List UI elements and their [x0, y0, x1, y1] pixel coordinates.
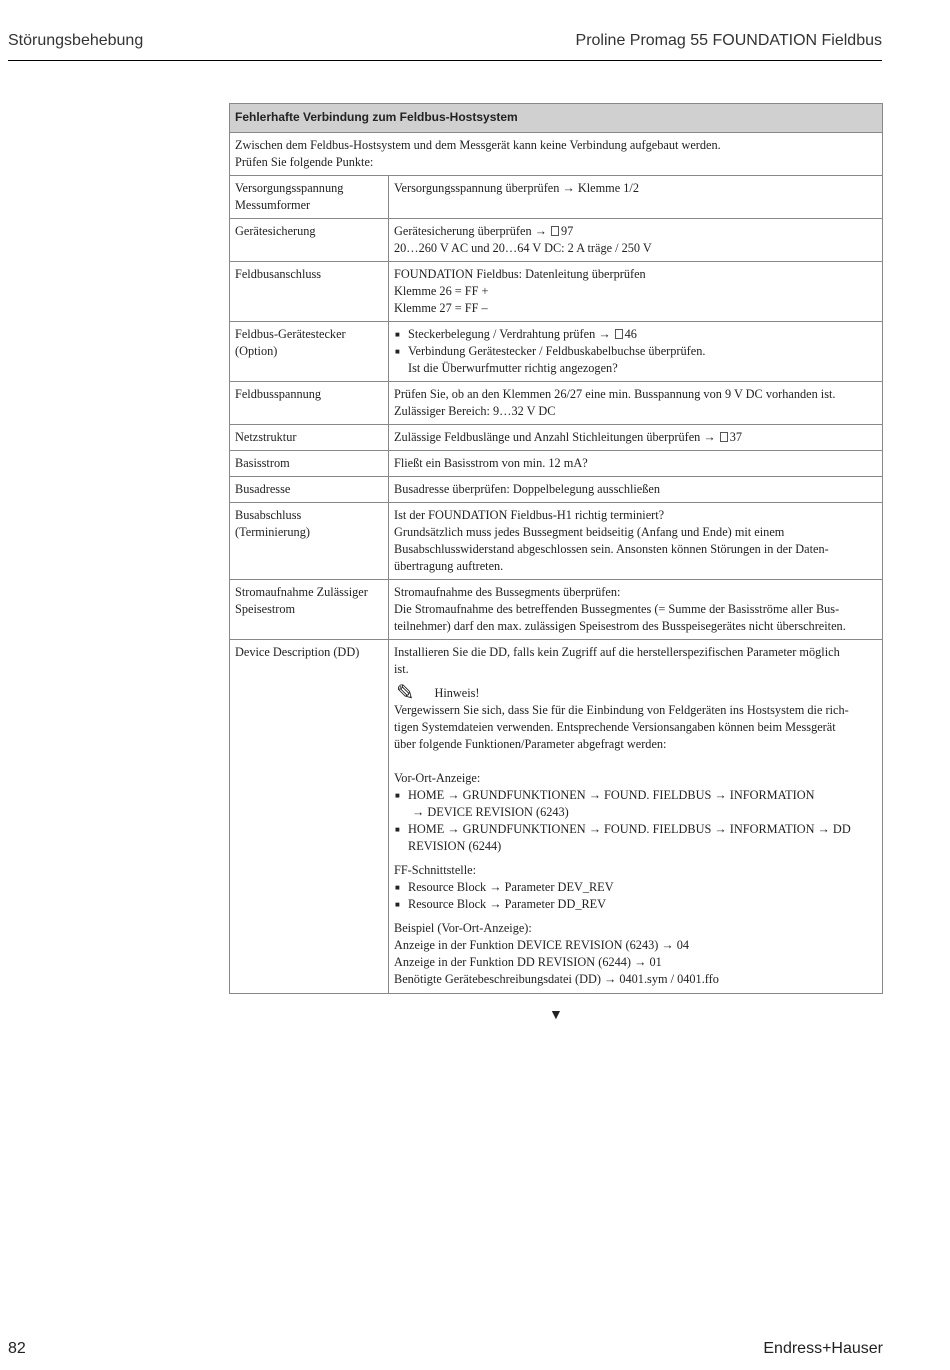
table-title-row	[230, 104, 883, 133]
table-row	[230, 382, 883, 425]
row-label-line: Stromaufnahme Zulässiger	[235, 585, 368, 599]
row-label-line: Versorgungsspannung	[235, 181, 344, 195]
row-label: Basisstrom	[230, 451, 389, 477]
page-reference-icon	[720, 432, 728, 442]
row-text: Zulässige Feldbuslänge und Anzahl Stichleitungen überprüfen →	[394, 430, 716, 444]
row-content-line: Klemme 27 = FF –	[394, 301, 488, 315]
row-text: Steckerbelegung / Verdrahtung prüfen →	[408, 327, 611, 341]
row-label-line: Messumformer	[235, 198, 311, 212]
running-header-product: Proline Promag 55 FOUNDATION Fieldbus	[575, 32, 882, 49]
subheading: Vor-Ort-Anzeige:	[394, 771, 481, 785]
row-label	[230, 176, 389, 219]
spacer	[394, 855, 877, 862]
row-content	[389, 503, 883, 580]
table-row	[230, 322, 883, 382]
row-content	[389, 580, 883, 640]
table-row	[230, 176, 883, 219]
row-content	[389, 382, 883, 425]
list-item	[394, 821, 877, 855]
row-content-line: Zulässiger Bereich: 9…32 V DC	[394, 404, 556, 418]
row-label-line: Feldbus-Gerätestecker	[235, 327, 346, 341]
list-item: ■ Resource Block → Parameter DD_REV	[394, 896, 877, 913]
row-content	[389, 322, 883, 382]
continuation-triangle-icon: ▼	[549, 1008, 563, 1023]
intro-line: Zwischen dem Feldbus-Hostsystem und dem Messgerät kann keine Verbindung aufgebaut werden.	[235, 138, 721, 152]
row-content: Busadresse überprüfen: Doppelbelegung ausschließen	[389, 477, 883, 503]
table-row	[230, 503, 883, 580]
example-line: Anzeige in der Funktion DEVICE REVISION (6243) → 04	[394, 938, 690, 952]
table-intro-row	[230, 133, 883, 176]
intro-line: Prüfen Sie folgende Punkte:	[235, 155, 374, 169]
example-line: Anzeige in der Funktion DD REVISION (6244) → 01	[394, 955, 662, 969]
row-label: Netzstruktur	[230, 425, 389, 451]
table-row	[230, 477, 883, 503]
row-content-line: ■ Verbindung Gerätestecker / Feldbuskabelbuchse überprüfen.	[408, 344, 706, 358]
row-label-line: Busabschluss	[235, 508, 302, 522]
note-line: Vergewissern Sie sich, dass Sie für die Einbindung von Feldgeräten ins Hostsystem die rich-	[394, 703, 849, 717]
page-number: 82	[8, 1340, 26, 1357]
page-reference[interactable]: 97	[560, 224, 574, 238]
row-label-line: (Terminierung)	[235, 525, 310, 539]
row-content-line: Grundsätzlich muss jedes Bussegment beidseitig (Anfang und Ende) mit einem	[394, 525, 785, 539]
row-content-line: Prüfen Sie, ob an den Klemmen 26/27 eine min. Busspannung von 9 V DC vorhanden ist.	[394, 387, 836, 401]
example-line: Beispiel (Vor-Ort-Anzeige):	[394, 921, 532, 935]
row-content: Versorgungsspannung überprüfen → Klemme 1/2	[389, 176, 883, 219]
row-content-line: FOUNDATION Fieldbus: Datenleitung überprüfen	[394, 267, 646, 281]
row-content-line	[394, 223, 877, 240]
list-item	[394, 343, 877, 377]
troubleshooting-table	[229, 103, 883, 994]
row-content-line: übertragung auftreten.	[394, 559, 504, 573]
page-reference-icon	[551, 226, 559, 236]
spacer	[394, 753, 877, 770]
row-content-line: Installieren Sie die DD, falls kein Zugriff auf die herstellerspezifischen Parameter möglich	[394, 645, 840, 659]
note-label: Hinweis!	[434, 685, 480, 700]
row-content	[389, 219, 883, 262]
row-label: Feldbusspannung	[230, 382, 389, 425]
row-text: Gerätesicherung überprüfen →	[394, 224, 547, 238]
table-row	[230, 425, 883, 451]
menu-path: ■ HOME → GRUNDFUNKTIONEN → FOUND. FIELDBUS → INFORMATION	[408, 788, 815, 802]
row-label: Gerätesicherung	[230, 219, 389, 262]
example-line: Benötigte Gerätebeschreibungsdatei (DD) → 0401.sym / 0401.ffo	[394, 972, 719, 986]
list-item	[394, 326, 877, 343]
row-label: Feldbusanschluss	[230, 262, 389, 322]
running-header-section: Störungsbehebung	[8, 32, 144, 49]
menu-path: ■ HOME → GRUNDFUNKTIONEN → FOUND. FIELDBUS → INFORMATION → DD	[408, 822, 851, 836]
note-line: tigen Systemdateien verwenden. Entsprechende Versionsangaben können beim Messgerät	[394, 720, 836, 734]
bullet-list	[394, 326, 877, 377]
note-line: über folgende Funktionen/Parameter abgefragt werden:	[394, 737, 667, 751]
menu-path: REVISION (6244)	[408, 839, 502, 853]
table-row	[230, 640, 883, 994]
note-header	[394, 680, 877, 705]
bullet-list	[394, 787, 877, 855]
row-content: Fließt ein Basisstrom von min. 12 mA?	[389, 451, 883, 477]
row-label	[230, 580, 389, 640]
list-item	[394, 787, 877, 821]
row-label-line: Speisestrom	[235, 602, 296, 616]
table-row	[230, 219, 883, 262]
row-content-line: Busabschlusswiderstand abgeschlossen sein. Ansonsten können Störungen in der Daten-	[394, 542, 829, 556]
menu-path: → DEVICE REVISION (6243)	[412, 805, 569, 819]
table-row	[230, 451, 883, 477]
row-label	[230, 322, 389, 382]
header-rule	[8, 60, 882, 61]
row-content-line: Ist die Überwurfmutter richtig angezogen?	[408, 361, 618, 375]
row-content-line: Stromaufnahme des Bussegments überprüfen:	[394, 585, 621, 599]
row-content-line: teilnehmer) darf den max. zulässigen Speisestrom des Busspeisegerätes nicht überschreiten.	[394, 619, 846, 633]
table-intro	[230, 133, 883, 176]
spacer	[394, 913, 877, 920]
table-row	[230, 580, 883, 640]
row-content	[389, 262, 883, 322]
row-label: Busadresse	[230, 477, 389, 503]
brand-name: Endress+Hauser	[763, 1340, 883, 1357]
subheading: FF-Schnittstelle:	[394, 863, 476, 877]
row-content	[389, 640, 883, 994]
row-content-line: ist.	[394, 662, 409, 676]
page-reference-icon	[615, 329, 623, 339]
row-content-line: Die Stromaufnahme des betreffenden Bussegmentes (= Summe der Basisströme aller Bus-	[394, 602, 840, 616]
table-row	[230, 262, 883, 322]
row-label: Device Description (DD)	[230, 640, 389, 994]
pencil-icon: ✎	[396, 680, 415, 705]
row-content	[389, 425, 883, 451]
page-reference[interactable]: 46	[624, 327, 637, 341]
list-item: ■ Resource Block → Parameter DEV_REV	[394, 879, 877, 896]
page-reference[interactable]: 37	[729, 430, 742, 444]
row-content-line: Ist der FOUNDATION Fieldbus-H1 richtig terminiert?	[394, 508, 665, 522]
row-label	[230, 503, 389, 580]
row-content-line: 20…260 V AC und 20…64 V DC: 2 A träge / 250 V	[394, 241, 652, 255]
bullet-list	[394, 879, 877, 913]
table-title: Fehlerhafte Verbindung zum Feldbus-Hostsystem	[230, 104, 883, 133]
row-content-line: Klemme 26 = FF +	[394, 284, 489, 298]
row-label-line: (Option)	[235, 344, 278, 358]
